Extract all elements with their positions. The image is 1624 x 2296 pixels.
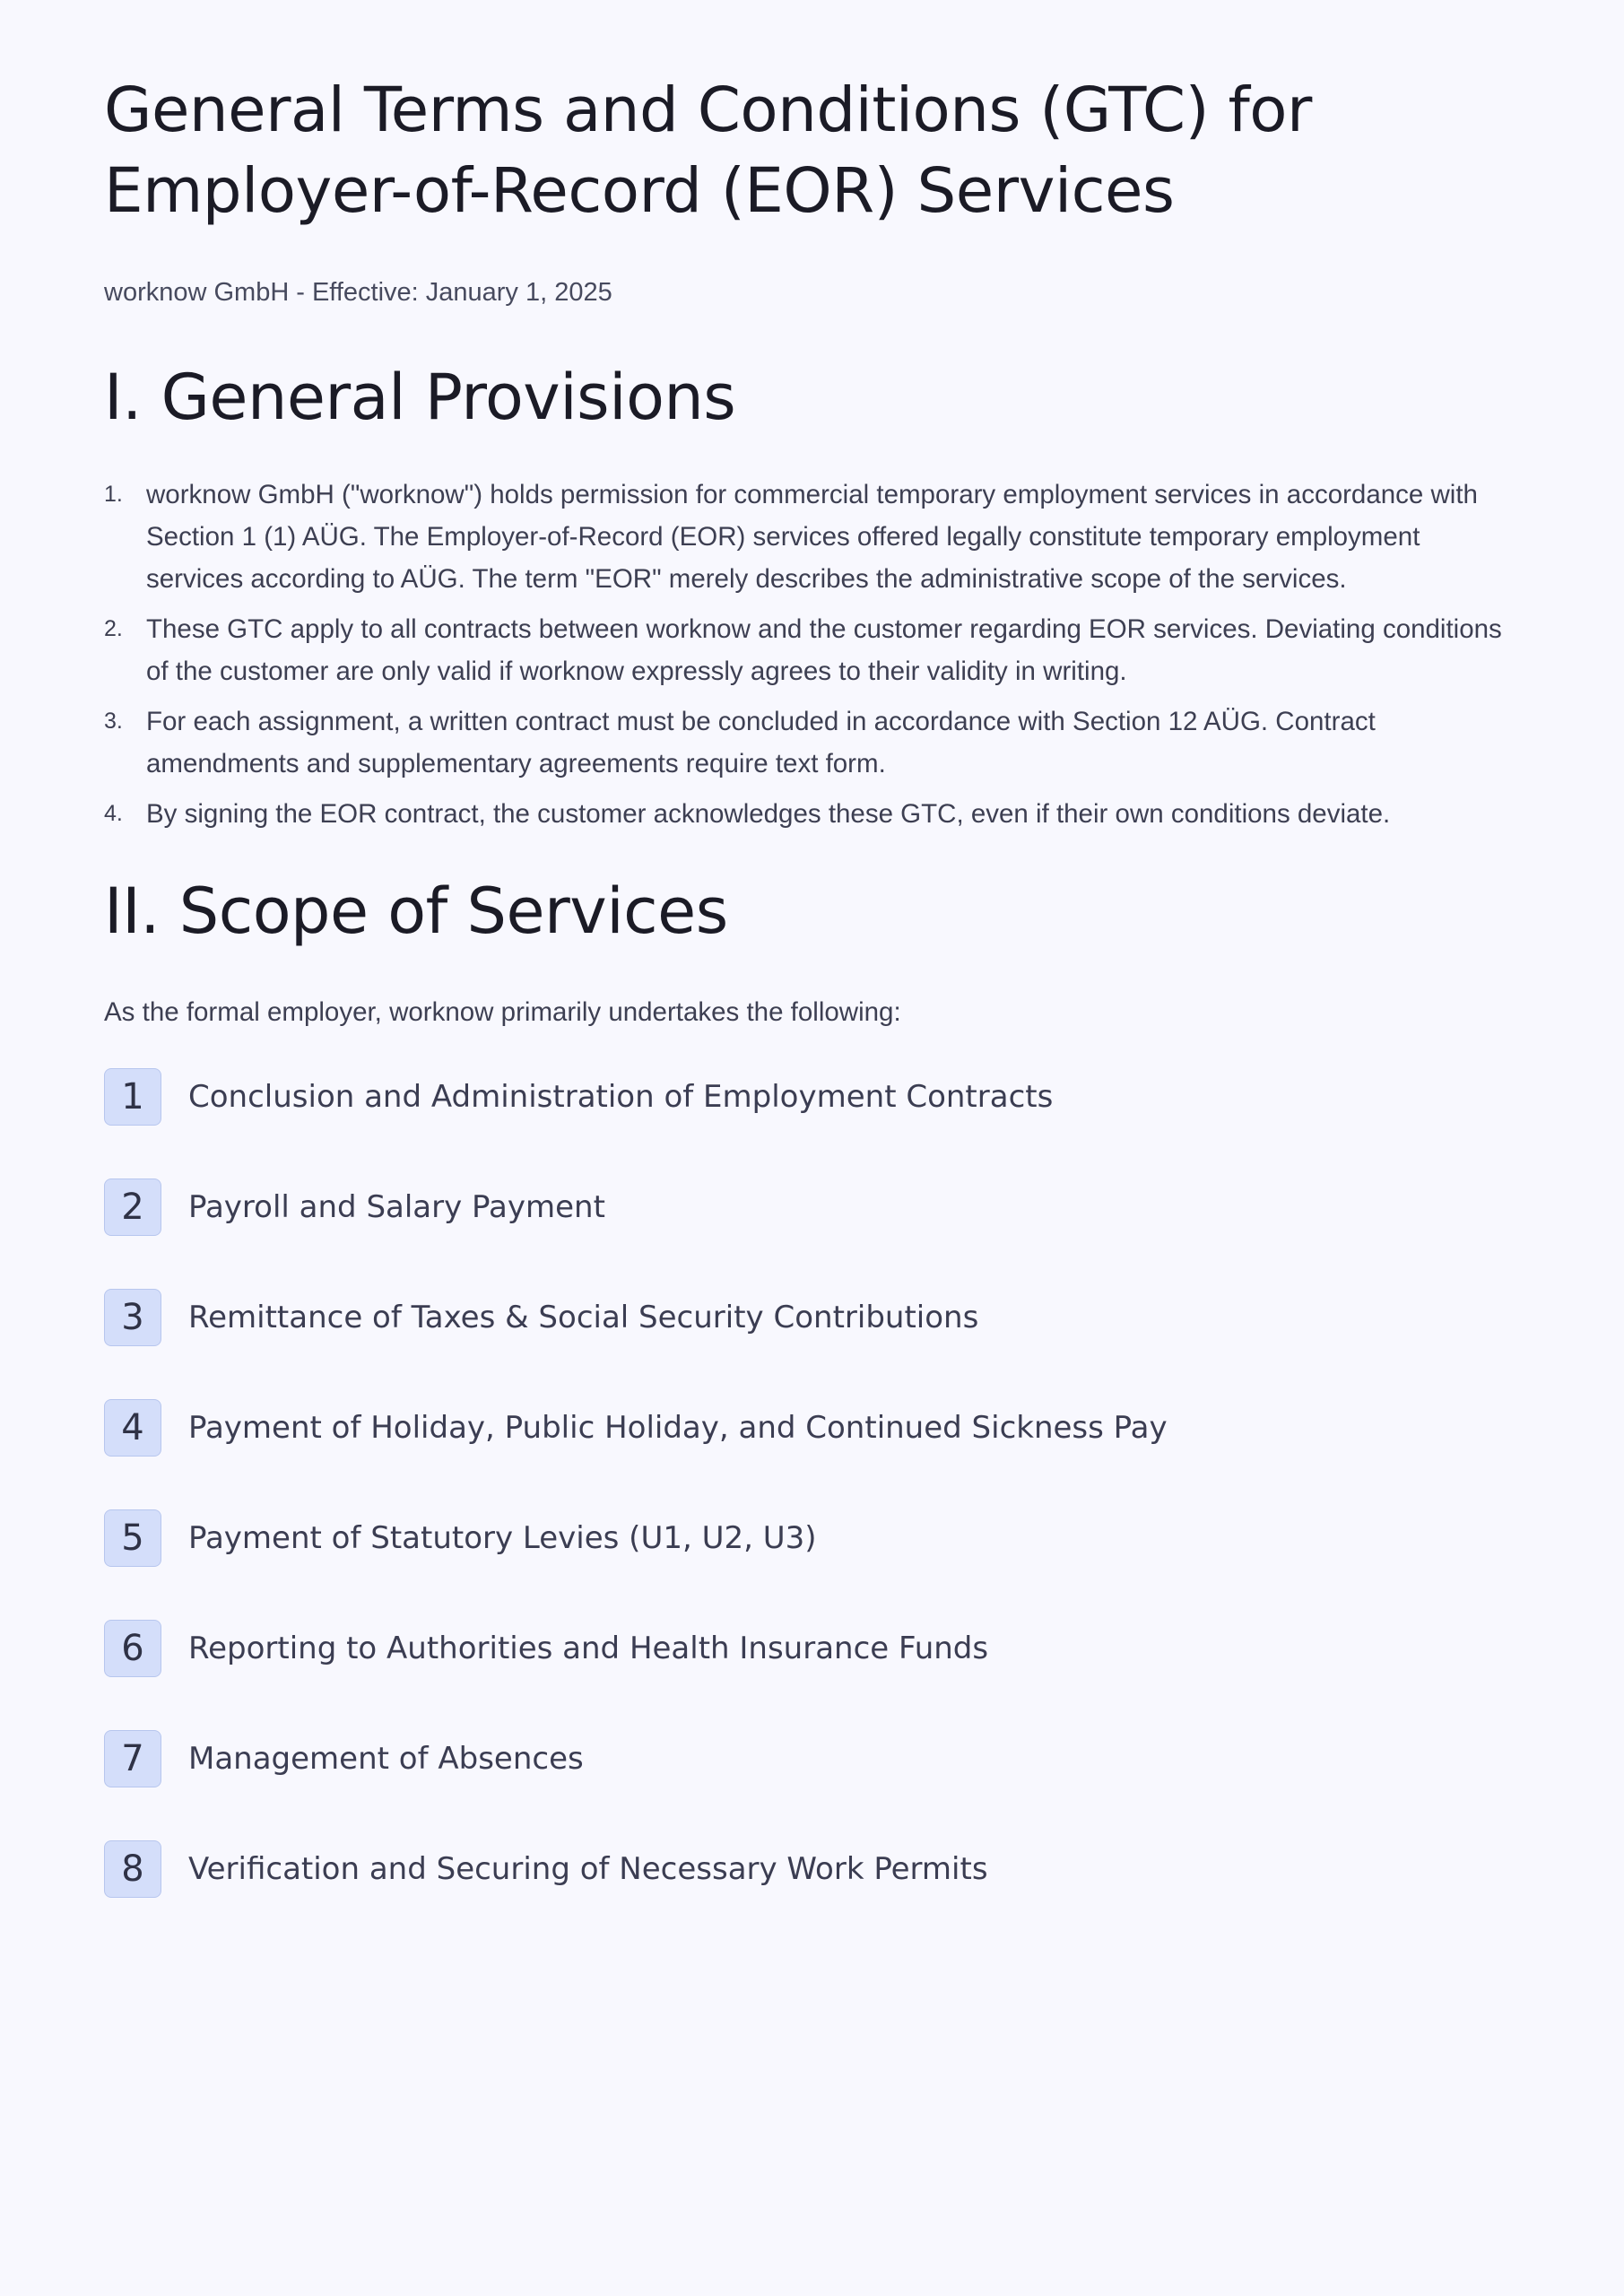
service-item [104,1399,1520,1457]
list-number: 2. [104,616,123,641]
section-heading-general-provisions: I. General Provisions [104,361,736,434]
service-item [104,1068,1520,1126]
list-item [104,700,1520,785]
service-label: Payment of Holiday, Public Holiday, and Continued Sickness Pay [188,1410,1168,1446]
number-badge: 7 [104,1730,161,1787]
list-number: 4. [104,801,123,826]
service-label: Verification and Securing of Necessary Work Permits [188,1851,988,1887]
service-item [104,1620,1520,1677]
service-item [104,1840,1520,1898]
list-item [104,793,1520,835]
service-label: Payment of Statutory Levies (U1, U2, U3) [188,1520,817,1556]
service-item [104,1509,1520,1567]
number-badge: 1 [104,1068,161,1126]
service-label: Remittance of Taxes & Social Security Contributions [188,1300,979,1335]
effective-date: Effective: January 1, 2025 [311,278,612,307]
meta-separator: - [296,278,305,307]
number-badge: 8 [104,1840,161,1898]
services-list [104,1068,1520,1898]
title-line-2: Employer-of-Record (EOR) Services [104,155,1175,227]
service-label: Conclusion and Administration of Employment Contracts [188,1079,1054,1115]
number-badge: 6 [104,1620,161,1677]
title-line-1: General Terms and Conditions (GTC) for [104,74,1312,146]
document-meta [104,274,1520,310]
service-label: Reporting to Authorities and Health Insurance Funds [188,1631,989,1666]
section-intro: As the formal employer, worknow primarily undertakes the following: [104,997,901,1027]
list-item [104,608,1520,692]
service-label: Management of Absences [188,1741,584,1777]
list-number: 3. [104,709,123,734]
list-item [104,474,1520,600]
list-text: These GTC apply to all contracts between worknow and the customer regarding EOR services. Deviating conditions of the customer are only valid if worknow expressly agrees to their validity in writing. [146,614,1502,686]
list-text: For each assignment, a written contract must be concluded in accordance with Section 12 AÜG. Contract amendments and supplementary agreements require text form. [146,707,1376,778]
list-number: 1. [104,482,123,507]
provisions-list [104,474,1520,835]
service-item [104,1289,1520,1346]
document-title [104,70,1520,231]
service-item [104,1730,1520,1787]
number-badge: 5 [104,1509,161,1567]
number-badge: 2 [104,1178,161,1236]
list-text: worknow GmbH ("worknow") holds permission for commercial temporary employment services in accordance with Section 1 (1) AÜG. The Employer-of-Record (EOR) services offered legally constitute temporary employment services according to AÜG. The term "EOR" merely describes the administrative scope of the services. [146,480,1478,594]
company-name: worknow GmbH [104,278,290,307]
list-text: By signing the EOR contract, the customer acknowledges these GTC, even if their own conditions deviate. [146,799,1391,829]
number-badge: 4 [104,1399,161,1457]
service-item [104,1178,1520,1236]
section-heading-scope-of-services: II. Scope of Services [104,874,728,948]
service-label: Payroll and Salary Payment [188,1189,605,1225]
number-badge: 3 [104,1289,161,1346]
